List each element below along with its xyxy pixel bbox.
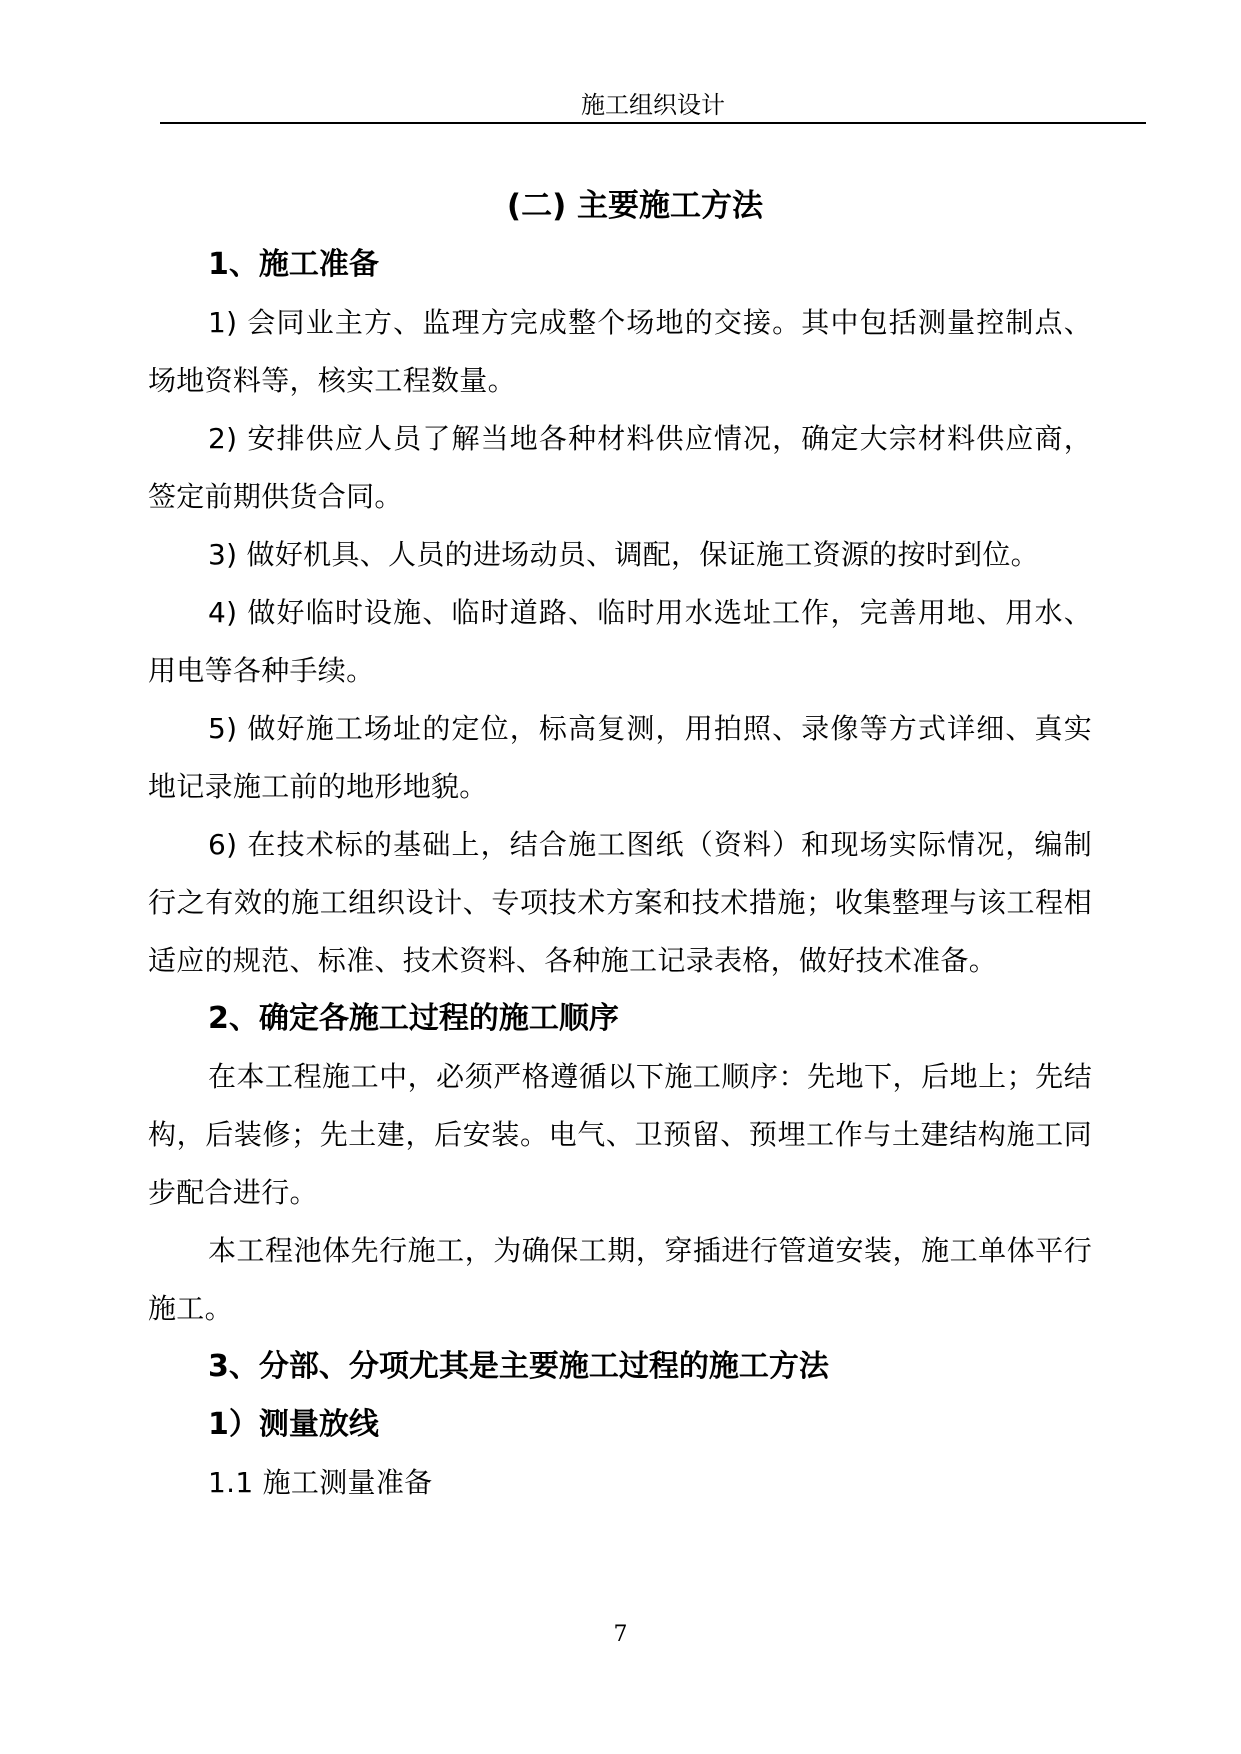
section-title: (二) 主要施工方法 — [506, 188, 764, 224]
header-rule — [160, 122, 1146, 124]
heading-construction-preparation: 1、施工准备 — [208, 247, 379, 282]
heading-construction-methods: 3、分部、分项尤其是主要施工过程的施工方法 — [208, 1349, 829, 1384]
paragraph: 4) 做好临时设施、临时道路、临时用水选址工作，完善用地、用水、用电等各种手续。 — [148, 596, 1092, 687]
paragraph: 6) 在技术标的基础上，结合施工图纸（资料）和现场实际情况，编制行之有效的施工组织设计、专项技术方案和技术措施；收集整理与该工程相适应的规范、标准、技术资料、各种施工记录表格，做好技术准备。 — [148, 828, 1092, 977]
paragraph: 5) 做好施工场址的定位，标高复测，用拍照、录像等方式详细、真实地记录施工前的地形地貌。 — [148, 712, 1092, 803]
paragraph: 在本工程施工中，必须严格遵循以下施工顺序：先地下，后地上；先结构，后装修；先土建，后安装。电气、卫预留、预埋工作与土建结构施工同步配合进行。 — [148, 1060, 1092, 1209]
subheading-survey-layout: 1）测量放线 — [208, 1407, 379, 1442]
heading-construction-sequence: 2、确定各施工过程的施工顺序 — [208, 1001, 619, 1036]
paragraph: 本工程池体先行施工，为确保工期，穿插进行管道安装，施工单体平行施工。 — [148, 1234, 1092, 1325]
document-body — [148, 176, 1092, 1512]
paragraph: 3) 做好机具、人员的进场动员、调配，保证施工资源的按时到位。 — [208, 538, 1039, 571]
subsubheading-survey-preparation: 1.1 施工测量准备 — [208, 1466, 433, 1499]
paragraph: 2) 安排供应人员了解当地各种材料供应情况，确定大宗材料供应商，签定前期供货合同。 — [148, 422, 1092, 513]
page-number: 7 — [613, 1622, 628, 1647]
paragraph: 1) 会同业主方、监理方完成整个场地的交接。其中包括测量控制点、场地资料等，核实工程数量。 — [148, 306, 1092, 397]
running-header: 施工组织设计 — [581, 91, 725, 119]
